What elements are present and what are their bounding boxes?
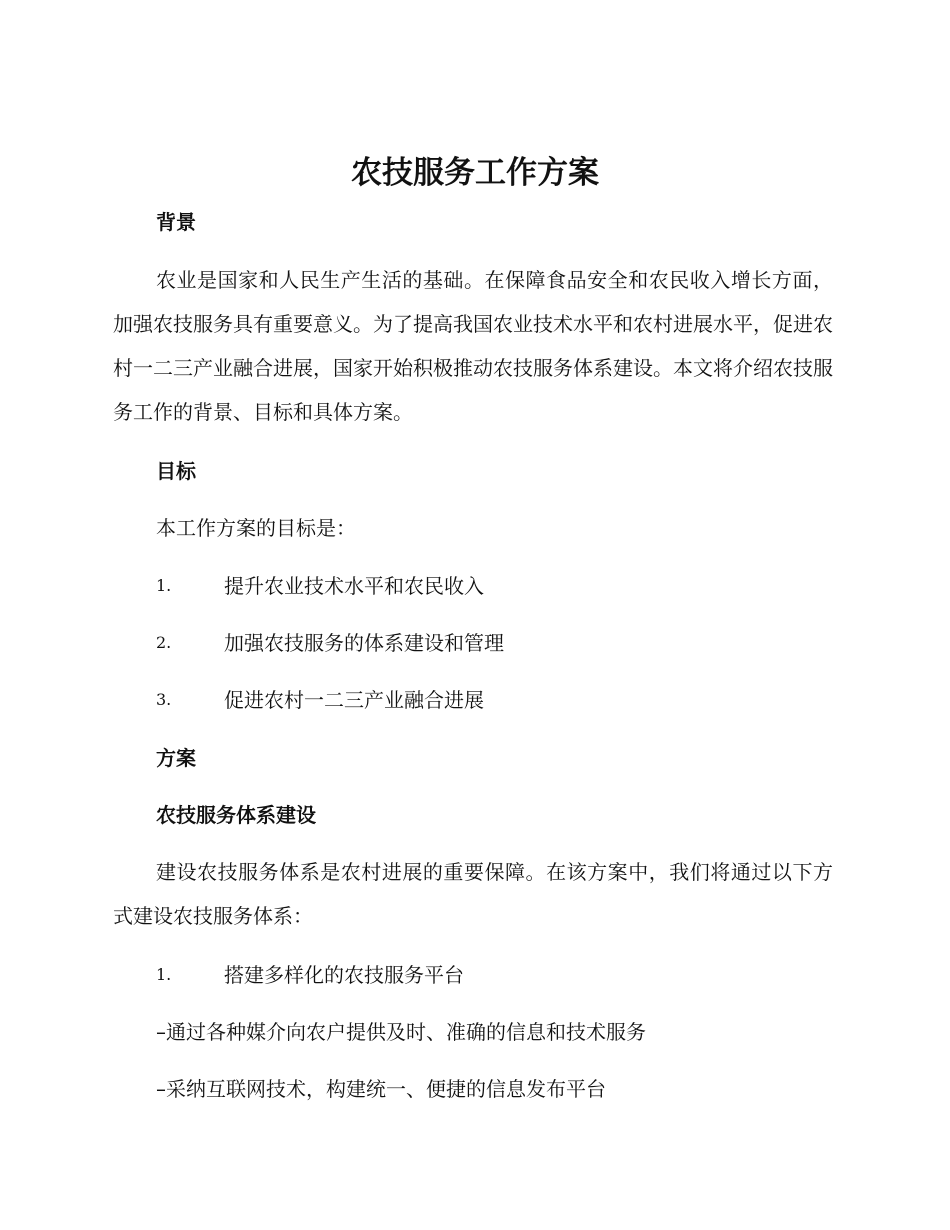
section-heading-background: 背景 bbox=[156, 210, 196, 234]
background-paragraph: 农业是国家和人民生产生活的基础。在保障食品安全和农民收入增长方面，加强农技服务具有重要意义。为了提高我国农业技术水平和农村进展水平，促进农村一二三产业融合进展，国家开始积极推动农技服务体系建设。本文将介绍农技服务工作的背景、目标和具体方案。 bbox=[113, 268, 833, 424]
document-title: 农技服务工作方案 bbox=[351, 155, 599, 191]
goals-intro: 本工作方案的目标是： bbox=[156, 516, 356, 540]
subsection-heading: 农技服务体系建设 bbox=[156, 803, 316, 827]
bullet-line: –采纳互联网技术，构建统一、便捷的信息发布平台 bbox=[156, 1077, 606, 1101]
section-heading-plan: 方案 bbox=[156, 746, 196, 770]
list-text: 促进农村一二三产业融合进展 bbox=[224, 688, 484, 712]
list-number: 3. bbox=[156, 690, 172, 709]
section-heading-goals: 目标 bbox=[156, 459, 196, 483]
list-number: 1. bbox=[156, 576, 172, 595]
list-text: 加强农技服务的体系建设和管理 bbox=[224, 631, 504, 655]
plan-paragraph: 建设农技服务体系是农村进展的重要保障。在该方案中，我们将通过以下方式建设农技服务体系： bbox=[113, 860, 833, 928]
list-number: 1. bbox=[156, 965, 172, 984]
list-text: 搭建多样化的农技服务平台 bbox=[224, 963, 464, 987]
list-number: 2. bbox=[156, 633, 172, 652]
bullet-line: –通过各种媒介向农户提供及时、准确的信息和技术服务 bbox=[156, 1020, 646, 1044]
list-text: 提升农业技术水平和农民收入 bbox=[224, 574, 484, 598]
